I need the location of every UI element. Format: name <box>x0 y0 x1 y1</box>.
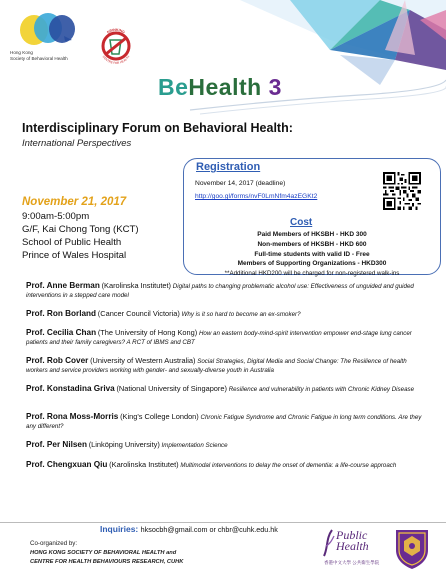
event-time: 9:00am-5:00pm <box>22 211 90 222</box>
inquiries-contacts[interactable]: hksocbh@gmail.com or chbr@cuhk.edu.hk <box>140 525 278 534</box>
inquiries <box>100 524 278 534</box>
speaker-entry <box>26 440 426 450</box>
speaker-affiliation: (National University of Singapore) <box>116 384 227 393</box>
speaker-affiliation: (Karolinska Institutet) <box>109 460 179 469</box>
registration-link[interactable]: http://goo.gl/forms/nvF0LmNfm4azEGKt2 <box>195 193 318 200</box>
cost-line: Members of Supporting Organizations - HKD300 <box>237 260 387 267</box>
speaker-name: Prof. Cecilia Chan <box>26 328 97 337</box>
speaker-affiliation: (Linköping University) <box>88 440 160 449</box>
forum-subtitle: International Perspectives <box>22 138 132 149</box>
speaker-talk: Digital paths to changing problematic alcohol use: Effectiveness of unguided and guided interventions in a stepped care model <box>26 283 414 299</box>
cost-line: Full-time students with valid ID - Free <box>254 251 370 258</box>
forum-title: Interdisciplinary Forum on Behavioral Health: <box>22 121 293 135</box>
speaker-name: Prof. Rona Moss-Morris <box>26 412 119 421</box>
public-health-logo-chinese: 香港中文大學 公共衞生學院 <box>324 560 380 565</box>
co-organizer: HONG KONG SOCIETY OF BEHAVIORAL HEALTH and <box>30 550 177 556</box>
venue-line: Prince of Wales Hospital <box>22 250 127 261</box>
speaker-affiliation: (King's College London) <box>120 412 199 421</box>
speaker-name: Prof. Ron Borland <box>26 309 97 318</box>
speaker-talk: Multimodal interventions to delay the onset of dementia: a life-course approach <box>180 462 397 469</box>
speaker-affiliation: (University of Western Australia) <box>90 356 196 365</box>
event-name-be: Be <box>158 74 189 100</box>
cuhk-crest-icon <box>392 527 432 571</box>
no-drinking-logo <box>88 22 144 68</box>
speaker-name: Prof. Chengxuan Qiu <box>26 460 108 469</box>
speaker-affiliation: (The University of Hong Kong) <box>97 328 198 337</box>
cost-line: Non-members of HKSBH - HKD 600 <box>257 241 367 248</box>
hksbh-logo <box>8 10 86 70</box>
speaker-talk: Social Strategies, Digital Media and Social Change: The Resilience of health workers and service providers working with gender- and sexually-diverse youth in Australia <box>26 358 407 374</box>
speaker-talk: Why is it so hard to become an ex-smoker? <box>181 311 301 318</box>
hksbh-logo-name <box>10 50 68 61</box>
public-health-logo-text: Public Health <box>336 528 369 553</box>
event-name <box>158 74 282 101</box>
no-drinking-icon <box>88 22 144 68</box>
event-name-health: Health <box>188 74 262 100</box>
speaker-name: Prof. Konstadina Griva <box>26 384 115 393</box>
cost-heading: Cost <box>290 217 313 228</box>
speaker-entry <box>26 384 426 394</box>
banner-art <box>180 0 446 120</box>
speaker-affiliation: (Karolinska Institutet) <box>101 281 172 290</box>
registration-deadline: November 14, 2017 (deadline) <box>195 180 286 187</box>
public-health-logo <box>322 528 384 572</box>
registration-note: **Additional HKD200 will be charged for non-registered walk-ins <box>224 270 400 277</box>
speaker-entry <box>26 356 426 375</box>
qr-code-icon[interactable] <box>383 172 421 210</box>
speaker-name: Prof. Rob Cover <box>26 356 89 365</box>
speaker-entry <box>26 328 426 347</box>
venue-line: G/F, Kai Chong Tong (KCT) <box>22 224 139 235</box>
co-organizer-label: Co-organized by: <box>30 540 78 547</box>
speaker-talk: Resilience and vulnerability in patients with Chronic Kidney Disease <box>228 386 415 393</box>
co-organizer: CENTRE FOR HEALTH BEHAVIOURS RESEARCH, CUHK <box>30 559 184 565</box>
cost-line: Paid Members of HKSBH - HKD 300 <box>257 231 367 238</box>
no-drinking-logo-bottom-text: CENTRE FOR HEALTH <box>101 54 131 66</box>
registration-heading: Registration <box>196 161 261 173</box>
speaker-talk: How an eastern body-mind-spirit intervention empower end-stage lung cancer patients and their family caregivers? A RCT of IBMS and CBT <box>26 330 412 346</box>
speaker-entry <box>26 309 426 319</box>
speaker-talk: Implementation Science <box>161 442 228 449</box>
speaker-name: Prof. Anne Berman <box>26 281 100 290</box>
public-health-mark-icon <box>322 528 336 558</box>
event-date: November 21, 2017 <box>22 196 127 208</box>
venue-line: School of Public Health <box>22 237 122 248</box>
hksbh-logo-line: Society of Behavioral Health <box>10 55 68 61</box>
hksbh-logo-line: Hong Kong <box>10 50 33 55</box>
speaker-entry <box>26 412 426 431</box>
speaker-entry <box>26 460 426 470</box>
event-name-number: 3 <box>268 74 282 100</box>
speaker-affiliation: (Cancer Council Victoria) <box>97 309 180 318</box>
heads-logo-icon <box>18 12 78 46</box>
inquiries-label: Inquiries: <box>100 524 139 534</box>
speaker-name: Prof. Per Nilsen <box>26 440 87 449</box>
speaker-talk: Chronic Fatigue Syndrome and Chronic Fatigue in long term conditions. Are they any different? <box>26 414 422 430</box>
no-drinking-logo-top-text: DRINKING <box>106 27 126 35</box>
speaker-entry <box>26 281 426 300</box>
footer-divider <box>0 522 446 523</box>
